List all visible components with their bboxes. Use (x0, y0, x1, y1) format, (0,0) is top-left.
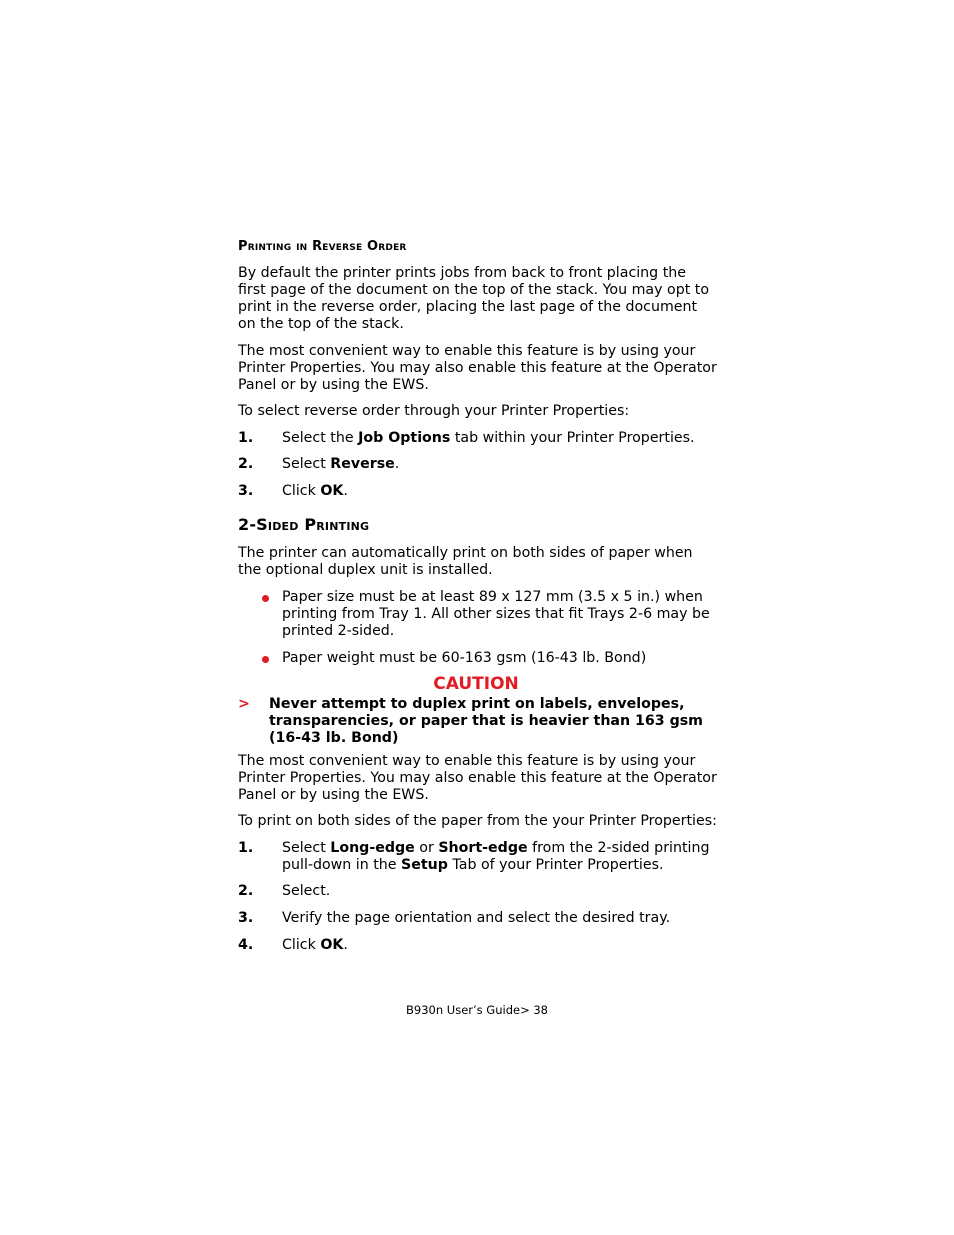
caution-marker-icon: > (238, 696, 250, 712)
step-text: Click OK. (282, 483, 348, 499)
bullet-text: Paper size must be at least 89 x 127 mm (3.5 x 5 in.) when printing from Tray 1. All other sizes that fit Trays 2-6 may be printed 2-sided. (282, 589, 710, 639)
step-text: Select Long-edge or Short-edge from the 2-sided printing pull-down in the Setup Tab of your Printer Properties. (282, 840, 710, 873)
step-number: 2. (238, 883, 254, 899)
step-number: 3. (238, 910, 254, 926)
step-number: 1. (238, 840, 254, 856)
section-title-reverse-order: Printing in Reverse Order (238, 239, 407, 254)
paragraph-duplex-select: To print on both sides of the paper from the your Printer Properties: (238, 813, 717, 829)
paragraph-duplex-convenient: The most convenient way to enable this feature is by using your Printer Properties. You may also enable this feature at the Operator Panel or by using the EWS. (238, 753, 717, 803)
step-text: Verify the page orientation and select the desired tray. (282, 910, 671, 926)
step-number: 2. (238, 456, 254, 472)
paragraph-duplex-intro: The printer can automatically print on both sides of paper when the optional duplex unit is installed. (238, 545, 693, 578)
caution-text: Never attempt to duplex print on labels, envelopes, transparencies, or paper that is heavier than 163 gsm (16-43 lb. Bond) (269, 696, 703, 746)
caution-title: CAUTION (433, 674, 519, 694)
step-text: Select. (282, 883, 331, 899)
paragraph-reverse-select: To select reverse order through your Printer Properties: (238, 403, 630, 419)
paragraph-reverse-convenient: The most convenient way to enable this feature is by using your Printer Properties. You may also enable this feature at the Operator Panel or by using the EWS. (238, 343, 717, 393)
step-text: Select Reverse. (282, 456, 400, 472)
bullet-icon (262, 595, 269, 602)
paragraph-reverse-intro: By default the printer prints jobs from back to front placing the first page of the document on the top of the stack. You may opt to print in the reverse order, placing the last page of the document on the top of the stack. (238, 265, 710, 332)
step-number: 4. (238, 937, 254, 953)
page-footer: B930n User’s Guide> 38 (406, 1003, 548, 1017)
step-text: Click OK. (282, 937, 348, 953)
bullet-text: Paper weight must be 60-163 gsm (16-43 lb. Bond) (282, 650, 647, 666)
step-number: 1. (238, 430, 254, 446)
step-text: Select the Job Options tab within your Printer Properties. (282, 430, 695, 446)
step-number: 3. (238, 483, 254, 499)
section-title-2-sided: 2-Sided Printing (238, 515, 370, 534)
bullet-icon (262, 656, 269, 663)
